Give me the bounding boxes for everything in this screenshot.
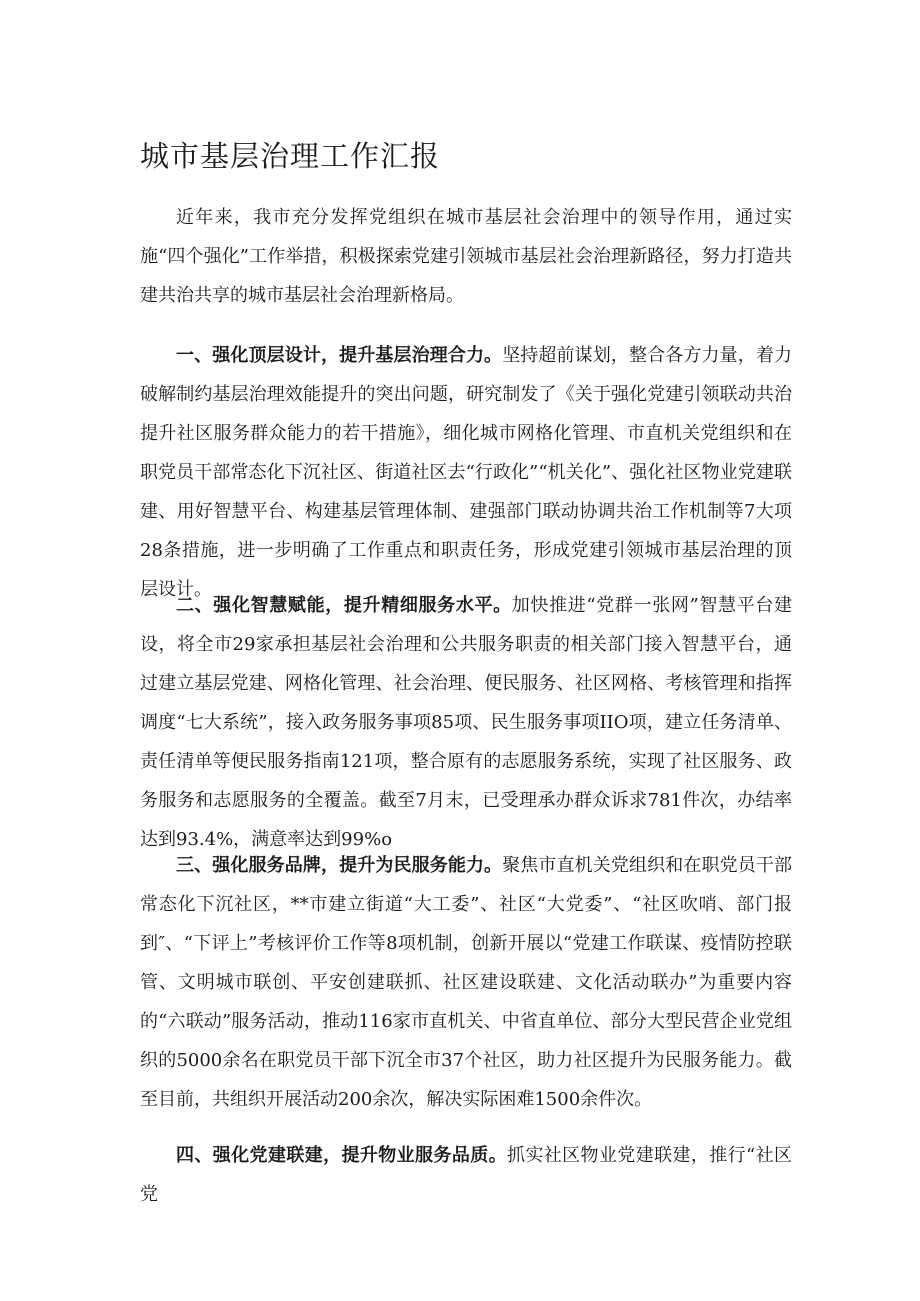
intro-paragraph: 近年来，我市充分发挥党组织在城市基层社会治理中的领导作用，通过实施“四个强化”工作举措，积极探索党建引领城市基层社会治理新路径，努力打造共建共治共享的城市基层社会治理新格局。 [140,207,792,306]
section-1-body: 坚持超前谋划，整合各方力量，着力破解制约基层治理效能提升的突出问题，研究制发了《关于强化党建引领联动共治提升社区服务群众能力的若干措施》，细化城市网格化管理、市直机关党组织和在职党员干部常态化下沉社区、街道社区去“行政化”“机关化”、强化社区物业党建联建、用好智慧平台、构建基层管理体制、建强部门联动协调共治工作机制等7大项28条措施，进一步明确了工作重点和职责任务，形成党建引领城市基层治理的顶层设计。 [140,345,793,600]
section-2-heading: 二、强化智慧赋能，提升精细服务水平。 [176,595,512,616]
section-3-body: 聚焦市直机关党组织和在职党员干部常态化下沉社区，**市建立街道“大工委”、社区“大党委”、“社区吹哨、部门报到″、“下评上”考核评价工作等8项机制，创新开展以“党建工作联谋、疫情防控联管、文明城市联创、平安创建联抓、社区建设联建、文化活动联办”为重要内容的“六联动”服务活动，推动116家市直机关、中省直单位、部分大型民营企业党组织的5000余名在职党员干部下沉全市37个社区，助力社区提升为民服务能力。截至目前，共组织开展活动200余次，解决实际困难1500余件次。 [140,855,793,1110]
section-2-body: 加快推进“党群一张网”智慧平台建设，将全市29家承担基层社会治理和公共服务职责的相关部门接入智慧平台，通过建立基层党建、网格化管理、社会治理、便民服务、社区网格、考核管理和指挥调度“七大系统”，接入政务服务事项85项、民生服务事项IIO项，建立任务清单、责任清单等便民服务指南121项，整合原有的志愿服务系统，实现了社区服务、政务服务和志愿服务的全覆盖。截至7月末，已受理承办群众诉求781件次，办结率达到93.4%，满意率达到99%o [140,595,792,850]
section-3-paragraph [140,846,792,1119]
section-2-paragraph [140,586,792,859]
section-4-body: 抓实社区物业党建联建，推行“社区党 [140,1145,793,1205]
document-title: 城市基层治理工作汇报 [140,139,441,173]
section-4-paragraph [140,1136,792,1214]
section-3-heading: 三、强化服务品牌，提升为民服务能力。 [176,855,503,876]
section-1-paragraph [140,336,792,609]
section-4-heading: 四、强化党建联建，提升物业服务品质。 [176,1145,507,1166]
section-1-heading: 一、强化顶层设计，提升基层治理合力。 [176,345,503,366]
